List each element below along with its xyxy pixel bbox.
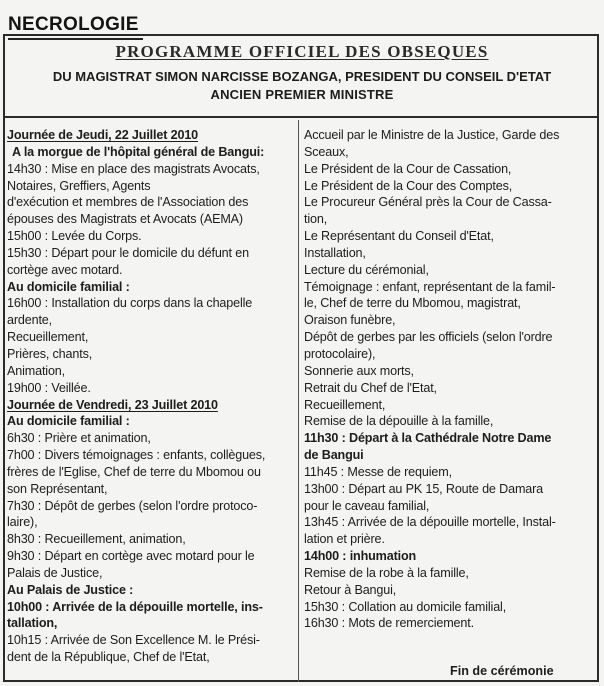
schedule-line: Oraison funèbre,	[304, 313, 396, 328]
schedule-line: Le Président de la Cour des Comptes,	[304, 178, 513, 193]
schedule-line: d'exécution et membres de l'Association des	[7, 195, 249, 210]
schedule-line: Sceaux,	[304, 144, 349, 159]
location-heading: A la morgue de l'hôpital général de Bangui:	[12, 144, 265, 159]
schedule-line: Le Représentant du Conseil d'Etat,	[304, 229, 494, 244]
schedule-line: Installation,	[304, 245, 366, 260]
schedule-line: 13h00 : Départ au PK 15, Route de Damara	[304, 481, 544, 496]
schedule-line: pour le caveau familial,	[304, 498, 430, 513]
schedule-line: Accueil par le Ministre de la Justice, Garde des	[304, 128, 560, 142]
location-heading: Au domicile familial :	[7, 279, 130, 294]
schedule-line: 15h00 : Levée du Corps.	[7, 229, 142, 244]
schedule-line: frères de l'Eglise, Chef de terre du Mbomou ou	[7, 464, 261, 479]
location-heading: Au Palais de Justice :	[7, 582, 134, 597]
schedule-line: 6h30 : Prière et animation,	[7, 431, 151, 446]
schedule-line: 15h30 : Collation au domicile familial,	[304, 599, 507, 614]
schedule-line: Le Procureur Général près la Cour de Cassa-	[304, 195, 552, 210]
schedule-line: 7h00 : Divers témoignages : enfants, collègues,	[7, 448, 266, 463]
schedule-line: Témoignage : enfant, représentant de la famil-	[304, 279, 556, 294]
schedule-line: 10h15 : Arrivée de Son Excellence M. le Prési-	[7, 633, 260, 648]
schedule-line: Remise de la dépouille à la famille,	[304, 414, 494, 429]
schedule-line: Recueillement,	[304, 397, 386, 412]
schedule-line: Retrait du Chef de l'Etat,	[304, 380, 437, 395]
schedule-line: 16h30 : Mots de remerciement.	[304, 616, 474, 631]
location-heading: Au domicile familial :	[7, 414, 130, 429]
schedule-line: Retour à Bangui,	[304, 582, 397, 597]
schedule-line: Le Président de la Cour de Cassation,	[304, 161, 512, 176]
programme-title: PROGRAMME OFFICIEL DES OBSEQUES	[115, 42, 489, 61]
schedule-line: laire),	[7, 515, 38, 530]
schedule-line-bold: de Bangui	[304, 448, 364, 463]
schedule-line: 11h45 : Messe de requiem,	[304, 464, 452, 479]
schedule-line: protocolaire),	[304, 346, 376, 361]
right-column	[304, 127, 600, 632]
schedule-line: Sonnerie aux morts,	[304, 363, 414, 378]
schedule-line: dent de la République, Chef de l'Etat,	[7, 650, 210, 665]
schedule-line: 7h30 : Dépôt de gerbes (selon l'ordre protoco-	[7, 498, 258, 513]
left-column	[7, 127, 295, 666]
schedule-line: épouses des Magistrats et Avocats (AEMA)	[7, 212, 243, 227]
day-heading: Journée de Vendredi, 23 Juillet 2010	[7, 397, 218, 412]
schedule-line: lation et prière.	[304, 532, 385, 547]
schedule-line: Recueillement,	[7, 330, 89, 345]
programme-subtitle: DU MAGISTRAT SIMON NARCISSE BOZANGA, PRESIDENT DU CONSEIL D'ETAT	[52, 69, 552, 84]
schedule-line-bold: tallation,	[7, 616, 58, 631]
schedule-line: 9h30 : Départ en cortège avec motard pour le	[7, 549, 255, 564]
day-heading: Journée de Jeudi, 22 Juillet 2010	[7, 128, 199, 142]
section-title: NECROLOGIE	[8, 14, 139, 35]
schedule-line: cortège avec motard.	[7, 262, 123, 277]
schedule-line-bold: 11h30 : Départ à la Cathédrale Notre Dame	[304, 431, 552, 446]
schedule-line: Prières, chants,	[7, 346, 93, 361]
schedule-line: Palais de Justice,	[7, 565, 103, 580]
programme-subtitle-2: ANCIEN PREMIER MINISTRE	[210, 87, 394, 102]
schedule-line: 19h00 : Veillée.	[7, 380, 91, 395]
schedule-line: 13h45 : Arrivée de la dépouille mortelle, Instal-	[304, 515, 556, 530]
schedule-line: 8h30 : Recueillement, animation,	[7, 532, 186, 547]
column-divider	[298, 120, 299, 682]
schedule-line: Notaires, Greffiers, Agents	[7, 178, 151, 193]
schedule-line: 15h30 : Départ pour le domicile du défunt en	[7, 245, 249, 260]
schedule-line-bold: 14h00 : inhumation	[304, 549, 417, 564]
schedule-line: Dépôt de gerbes par les officiels (selon l'ordre	[304, 330, 553, 345]
schedule-line: son Représentant,	[7, 481, 108, 496]
schedule-line: 14h30 : Mise en place des magistrats Avocats,	[7, 161, 260, 176]
closing-text: Fin de cérémonie	[450, 664, 554, 678]
schedule-line: Remise de la robe à la famille,	[304, 565, 469, 580]
schedule-line: le, Chef de terre du Mbomou, magistrat,	[304, 296, 521, 311]
schedule-line: 16h00 : Installation du corps dans la chapelle	[7, 296, 253, 311]
schedule-line: tion,	[304, 212, 328, 227]
schedule-line: Animation,	[7, 363, 66, 378]
schedule-line: Lecture du cérémonial,	[304, 262, 429, 277]
schedule-line-bold: 10h00 : Arrivée de la dépouille mortelle, ins-	[7, 599, 263, 614]
schedule-line: ardente,	[7, 313, 53, 328]
